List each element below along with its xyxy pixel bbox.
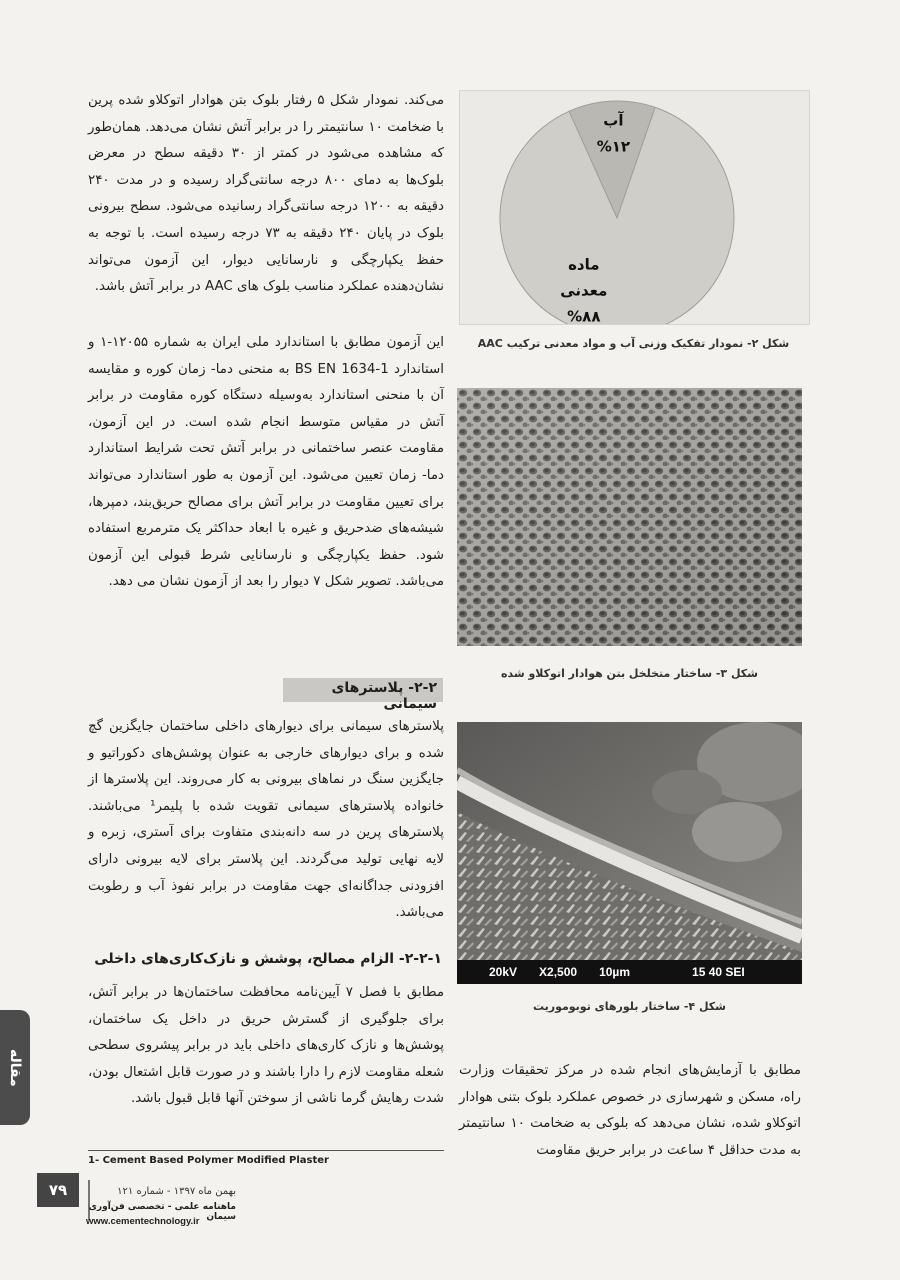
sem-magnification: X2,500 (539, 965, 578, 979)
paragraph-research-center: مطابق با آزمایش‌های انجام شده در مرکز تحقیقات وزارت راه، مسکن و شهرسازی در خصوص عملکرد بلوک بتنی هوادار اتوکلاو شده، نشان می‌دهد که بلوکی به ضخامت ۱۰ سانتیمتر به مدت حداقل ۴ ساعت در برابر حریق مقاومت (459, 1063, 801, 1158)
footnote-rule (88, 1150, 444, 1151)
footer-magazine: ماهنامه علمی - تخصصی فن‌آوری سیمان (88, 1202, 236, 1222)
footnote: 1- Cement Based Polymer Modified Plaster (88, 1155, 329, 1166)
porous-texture-image (457, 388, 802, 646)
paragraph-cement-plasters: پلاسترهای سیمانی برای دیوارهای داخلی ساختمان جایگزین گچ شده و برای دیوارهای خارجی به عنوان پوشش‌های دکوراتیو و جایگزین سنگ در نماهای بیرونی به کار می‌روند. این پلاسترها از خانواده پلاسترهای سیمانی تقویت شده با پلیمر¹ می‌باشند. پلاسترهای پرین در سه دانه‌بندی متفاوت برای آستری، زبره و لایه نهایی تولید می‌گردند. این پلاستر برای لایه بیرونی دارای افزودنی جداگانه‌ای جهت مقاومت در برابر نفوذ آب و رطوبت می‌باشد. (88, 719, 444, 921)
pie-label-0-1: %۱۲ (596, 137, 631, 156)
figure-sem-tobermorite (457, 722, 802, 984)
sem-info-bar (457, 960, 802, 984)
figure-2-caption: شکل ۲- نمودار تفکیک وزنی آب و مواد معدنی ترکیب AAC (477, 337, 790, 350)
figure-3-caption: شکل ۳- ساختار متخلخل بتن هوادار اتوکلاو شده (500, 667, 759, 680)
footer-website: www.cementechnology.ir (86, 1216, 200, 1227)
sem-voltage: 20kV (489, 965, 518, 979)
pie-label-1-1: معدنی (560, 281, 608, 300)
sem-scale: 10µm (599, 965, 631, 979)
side-tab-article (0, 1010, 30, 1125)
figure-pie-chart (459, 90, 810, 325)
side-tab-label: مقاله (7, 1048, 23, 1087)
figure-porous-structure (457, 388, 802, 646)
pie-label-1-2: %۸۸ (567, 307, 601, 324)
figure-4-caption: شکل ۴- ساختار بلورهای توبوموریت (532, 1000, 727, 1013)
paragraph-fire-test-results: می‌کند. نمودار شکل ۵ رفتار بلوک بتن هوادار اتوکلاو شده پرین با ضخامت ۱۰ سانتیمتر را در برابر آتش نشان می‌دهد. همان‌طور که مشاهده می‌شود در کمتر از ۳۰ دقیقه سطح در معرض بلوک‌ها به دمای ۸۰۰ درجه سانتی‌گراد رسیده و در مدت ۲۴۰ دقیقه به ۱۲۰۰ درجه سانتی‌گراد رسانیده می‌شود. سطح بیرونی بلوک در پایان ۲۴۰ دقیقه به ۷۳ درجه رسیده است. با توجه به حفظ یکپارچگی و نارسانایی دیوار، این آزمون می‌تواند نشان‌دهنده عملکرد مناسب بلوک های AAC در برابر آتش باشد. (88, 93, 444, 295)
pie-label-0-0: آب (603, 111, 624, 130)
pie-chart (460, 91, 809, 324)
paragraph-standard-test: این آزمون مطابق با استاندارد ملی ایران به شماره ۱۲۰۵۵-۱ و استاندارد BS EN 1634-1 به منحنی دما- زمان کوره و مقایسه آن با منحنی استاندارد به‌وسیله دستگاه کوره مقاومت در برابر آتش در مقیاس متوسط انجام شده است. در این آزمون، مقاومت عنصر ساختمانی در برابر آتش تحت شرایط استاندارد دما- زمان تعیین می‌شود. این آزمون به طور استاندارد می‌تواند برای تعیین مقاومت در برابر آتش برای مصالح حریق‌بند، دمپرها، شیشه‌های ضدحریق و غیره با ابعاد حداکثر یک مترمربع استفاده شود. حفظ یکپارچگی و نارسانایی شرط قبولی این آزمون می‌باشد. تصویر شکل ۷ دیوار را بعد از آزمون نشان می دهد. (88, 335, 444, 590)
paragraph-fire-code: مطابق با فصل ۷ آیین‌نامه محافظت ساختمان‌ها در برابر آتش، برای جلوگیری از گسترش حریق در داخل یک ساختمان، پوشش‌ها و نازک کاری‌های داخلی باید در برابر پیشروی سطحی شعله مقاومت لازم را دارا باشند و در صورت قابل اشتعال بودن، شدت رهایش گرما ناشی از سوختن آنها قابل قبول باشد. (88, 985, 444, 1107)
heading-materials-coatings: ۲-۲-۱- الزام مصالح، پوشش و نازک‌کاری‌های داخلی (94, 951, 442, 967)
page-number-text: ۷۹ (48, 1181, 68, 1199)
page-number (37, 1173, 79, 1207)
footer-issue: بهمن ماه ۱۳۹۷ - شماره ۱۲۱ (117, 1186, 236, 1197)
sem-code: 15 40 SEI (692, 965, 745, 979)
heading-cement-plasters: ۲-۲- پلاسترهای سیمانی (331, 680, 437, 712)
sem-image (457, 722, 802, 960)
pie-label-1-0: ماده (568, 255, 600, 274)
